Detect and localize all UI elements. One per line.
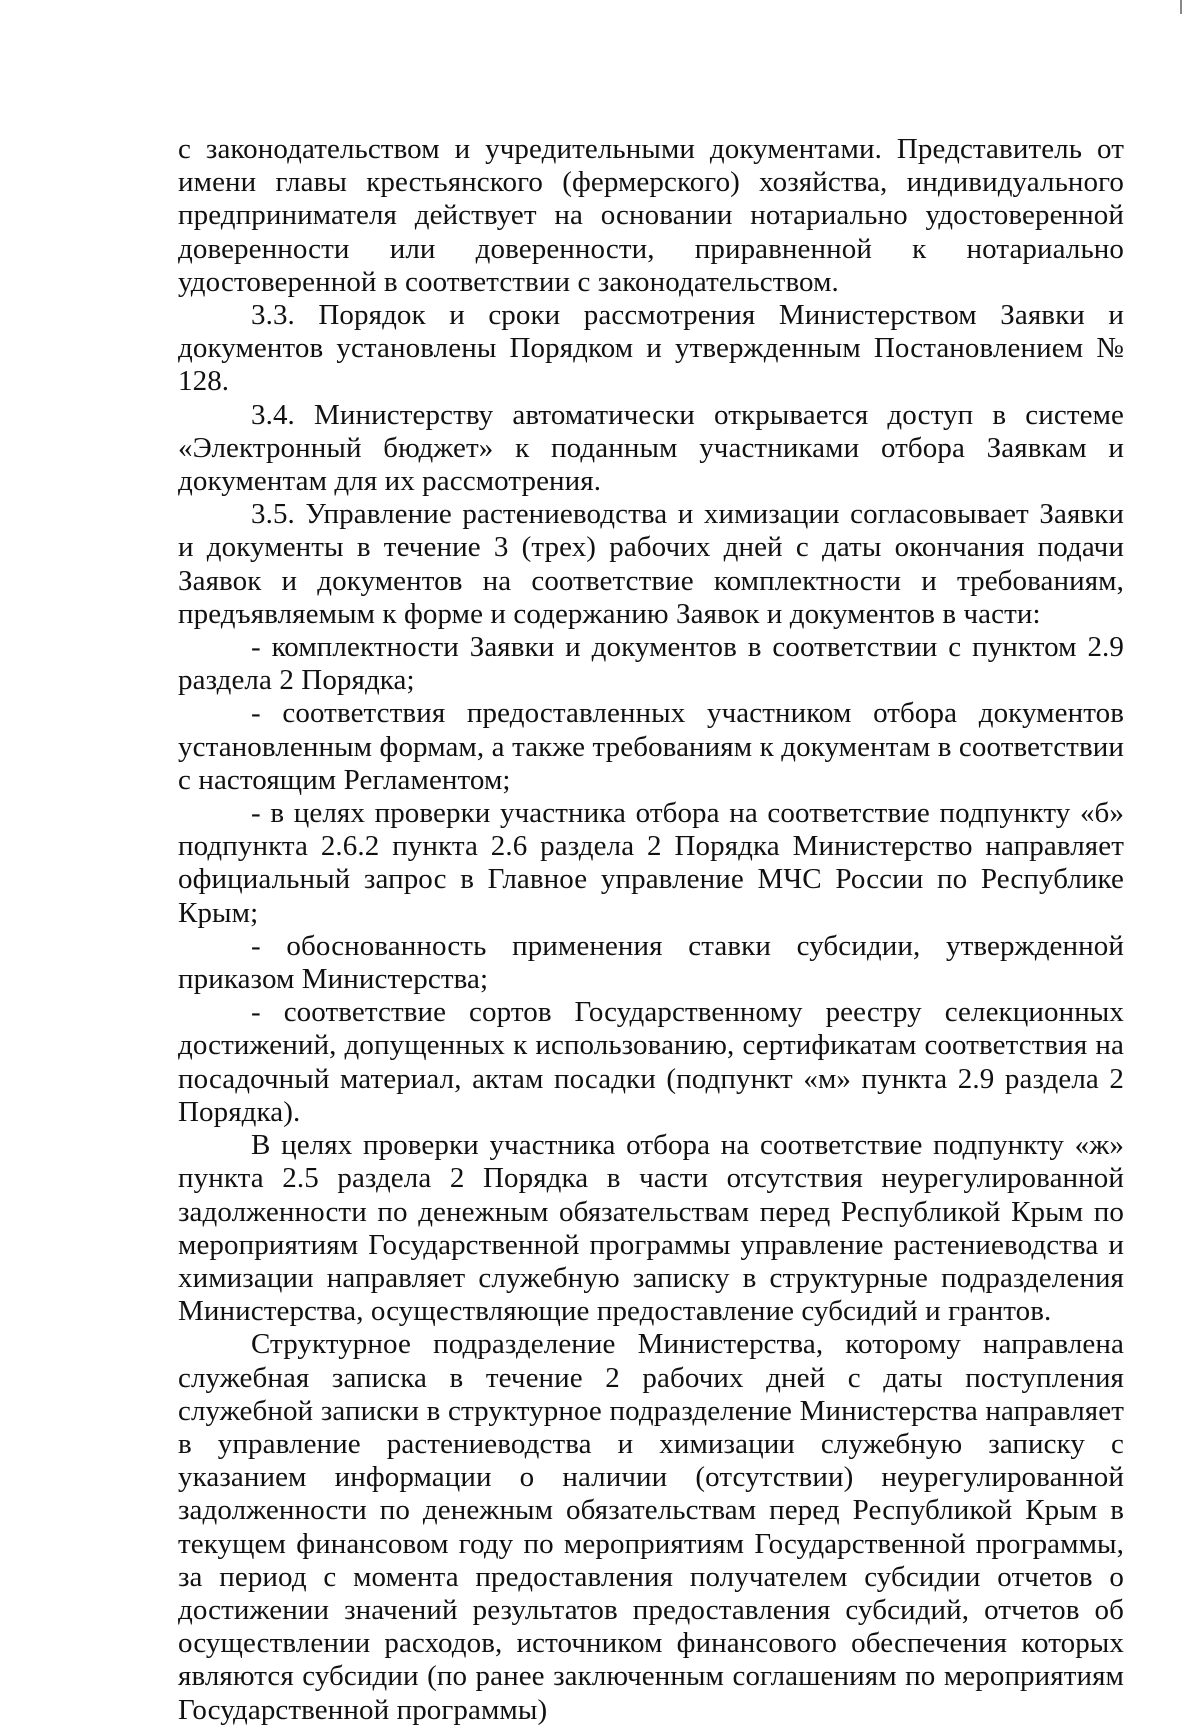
list-item-completeness: - комплектности Заявки и документов в соответствии с пунктом 2.9 раздела 2 Порядка; xyxy=(178,631,1124,697)
list-item-mchs-request: - в целях проверки участника отбора на соответствие подпункту «б» подпункта 2.6.2 пункта 2.6 раздела 2 Порядка Министерство направляет официальный запрос в Главное управление МЧС России по Республике Крым; xyxy=(178,797,1124,929)
list-item-subsidy-rate: - обоснованность применения ставки субсидии, утвержденной приказом Министерства; xyxy=(178,929,1124,996)
paragraph-3-4: 3.4. Министерству автоматически открывается доступ в системе «Электронный бюджет» к поданным участниками отбора Заявкам и документам для их рассмотрения. xyxy=(178,398,1124,498)
list-item-compliance-forms: - соответствия предоставленных участником отбора документов установленным формам, а также требованиям к документам в соответствии с настоящим Регламентом; xyxy=(178,697,1124,796)
scan-artifact-mark xyxy=(1180,0,1182,14)
paragraph-structural-unit: Структурное подразделение Министерства, которому направлена служебная записка в течение 2 рабочих дней с даты поступления служебной записки в структурное подразделение Министерства направляет в управление растениеводства и химизации служебную записку с указанием информации о наличии (отсутствии) неурегулированной задолженности по денежным обязательствам перед Республикой Крым в текущем финансовом году по мероприятиям Государственной программы, за период с момента предоставления получателем субсидии отчетов о достижении значений результатов предоставления субсидий, отчетов об осуществлении расходов, источником финансового обеспечения которых являются субсидии (по ранее заключенным соглашениям по мероприятиям Государственной программы) xyxy=(178,1328,1124,1726)
paragraph-3-3: 3.3. Порядок и сроки рассмотрения Министерством Заявки и документов установлены Порядком и утвержденным Постановлением № 128. xyxy=(178,299,1124,398)
list-item-variety-register: - соответствие сортов Государственному реестру селекционных достижений, допущенных к использованию, сертификатам соответствия на посадочный материал, актам посадки (подпункт «м» пункта 2.9 раздела 2 Порядка). xyxy=(178,996,1124,1128)
paragraph-continuation: с законодательством и учредительными документами. Представитель от имени главы крестьянского (фермерского) хозяйства, индивидуального предпринимателя действует на основании нотариально удостоверенной доверенности или доверенности, приравненной к нотариально удостоверенной в соответствии с законодательством. xyxy=(178,133,1124,298)
paragraph-debt-check: В целях проверки участника отбора на соответствие подпункту «ж» пункта 2.5 раздела 2 Порядка в части отсутствия неурегулированной задолженности по денежным обязательствам перед Республикой Крым по мероприятиям Государственной программы управление растениеводства и химизации направляет служебную записку в структурные подразделения Министерства, осуществляющие предоставление субсидий и грантов. xyxy=(178,1129,1124,1328)
document-body xyxy=(178,133,1124,1727)
paragraph-3-5: 3.5. Управление растениеводства и химизации согласовывает Заявки и документы в течение 3 (трех) рабочих дней с даты окончания подачи Заявок и документов на соответствие комплектности и требованиям, предъявляемым к форме и содержанию Заявок и документов в части: xyxy=(178,498,1124,630)
